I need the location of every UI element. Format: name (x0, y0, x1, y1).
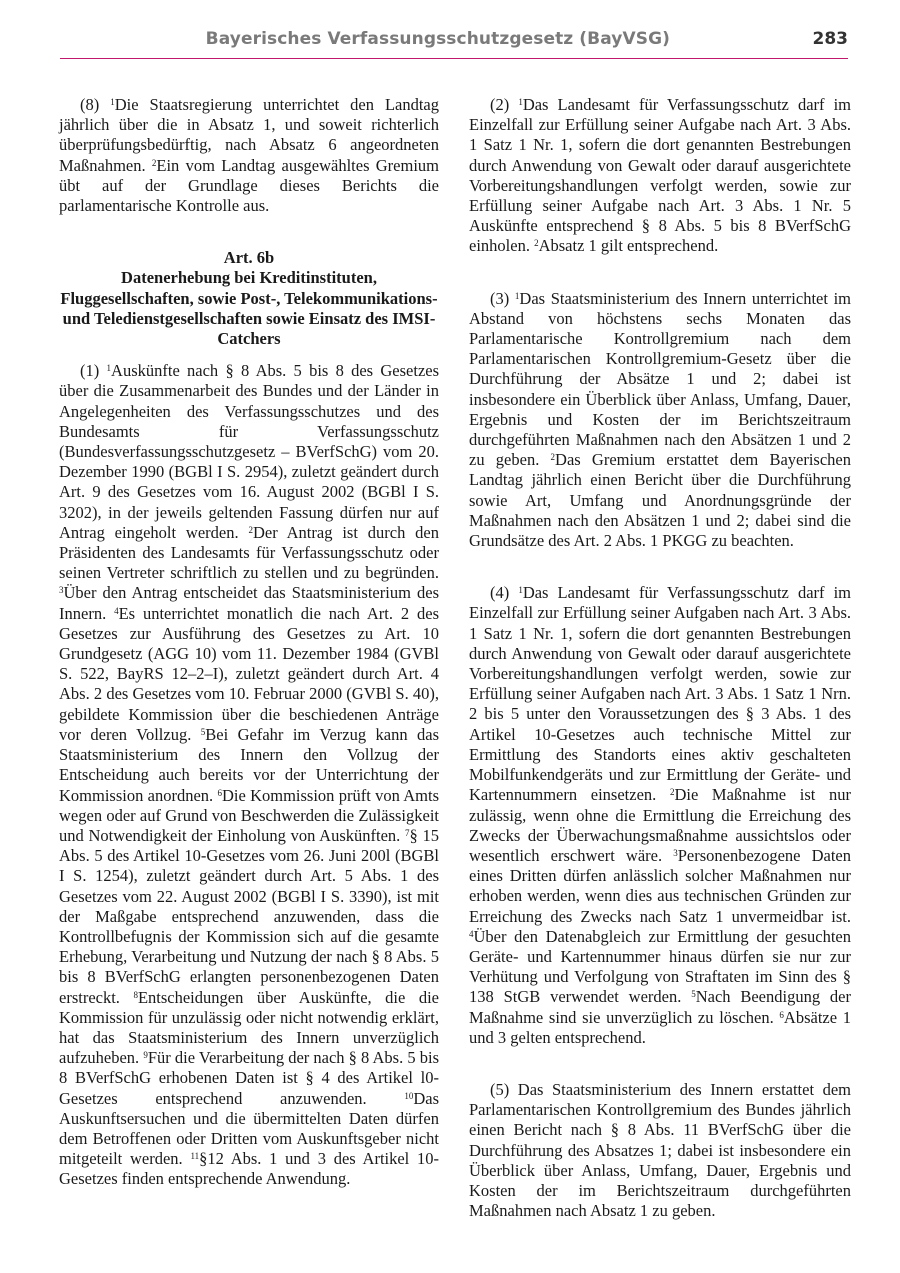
paragraph-number: (3) (490, 288, 510, 308)
sentence: Über den Datenabgleich zur Ermittlung der gesuchten Geräte- und Kartennummer hinaus dürfen sie nur zur Verhütung und Verfolgung von Straftaten im Sinn des § 138 StGB verwendet werden. (469, 926, 851, 1007)
sentence: Die Kommission prüft von Amts wegen oder auf Grund von Beschwerden die Zulässigkeit und Notwendigkeit der Einholung von Auskünften. (59, 785, 439, 845)
article-heading (59, 248, 439, 349)
paragraph-2: (2) $^1$Das Landesamt für Verfassungsschutz darf im Einzelfall zur Erfüllung seiner Aufgabe nach Art. 3 Abs. 1 Satz 1 Nr. 1, sofern die dort genannten Bestrebungen durch Anwendung von Gewalt oder darauf ausgerichtete Vorbereitungshandlungen verfolgt werden, sowie zur Erfüllung seiner Aufgabe nach Art. 3 Abs. 1 Nr. 5 Auskünfte entsprechend § 8 Abs. 5 bis 8 BVerfSchG einholen. $^2$Absatz 1 gilt entsprechend. (469, 95, 851, 256)
paragraph-5 (469, 1080, 851, 1221)
paragraph-number: (1) (80, 361, 100, 381)
paragraph-4: (4) $^1$Das Landesamt für Verfassungsschutz darf im Einzelfall zur Erfüllung seiner Aufgaben nach Art. 3 Abs. 1 Satz 1 Nr. 1, sofern die dort genannten Bestrebungen durch Anwendung von Gewalt oder darauf ausgerichtete Vorbereitungshandlungen verfolgt werden, sowie zur Erfüllung seiner Aufgaben nach Art. 3 Abs. 1 Satz 1 Nrn. 2 bis 5 unter den Voraussetzungen des § 3 Abs. 1 des Artikel 10-Gesetzes auch technische Mittel zur Ermittlung des Standorts eines aktiv geschalteten Mobilfunkendgeräts und zur Ermittlung der Geräte- und Kartennummern einsetzen. $^2$Die Maßnahme ist nur zulässig, wenn ohne die Ermittlung die Erreichung des Zwecks der Überwachungsmaßnahme aussichtslos oder wesentlich erschwert wäre. $^3$Personenbezogene Daten eines Dritten dürfen anlässlich solcher Maßnahmen nur erhoben werden, wenn dies aus technischen Gründen zur Erreichung des Zwecks nach Satz 1 unvermeidbar ist. $^4$Über den Datenabgleich zur Ermittlung der gesuchten Geräte- und Kartennummer hinaus dürfen sie nur zur Verhütung und Verfolgung von Straftaten im Sinn des § 138 StGB verwendet werden. $^5$Nach Beendigung der Maßnahme sind sie unverzüglich zu löschen. $^6$Absätze 1 und 3 gelten entsprechend. (469, 583, 852, 1047)
sentence: Über den Antrag entscheidet das Staatsministerium des Innern. (59, 583, 439, 623)
sentence: Das Auskunftsersuchen und die übermittelten Daten dürfen dem Betroffenen oder Dritten vom Auskunftsgeber nicht mitgeteilt werden. (59, 1088, 439, 1169)
sentence: Die Maßnahme ist nur zulässig, wenn ohne die Ermittlung die Erreichung des Zwecks der Überwachungsmaßnahme aussichtslos oder wesentlich erschwert wäre. (469, 785, 852, 865)
sentence: Das Staatsministerium des Innern unterrichtet im Abstand von höchstens sechs Monaten das Parlamentarische Kontrollgremium nach dem Parlamentarischen Kontrollgremium-Gesetz über die Durchführung der Absätze 1 und 2; dabei ist insbesondere ein Überblick über Anlass, Umfang, Dauer, Ergebnis und Kosten der im Berichtszeitraum durchgeführten Maßnahmen nach den Absätzen 1 und 2 zu geben. (469, 288, 852, 470)
paragraph-number: (8) (80, 95, 100, 114)
sentence: Absatz 1 gilt entsprechend. (538, 236, 719, 256)
sentence: Der Antrag ist durch den Präsidenten des Landesamts für Verfassungsschutz oder seinen Vertreter schriftlich zu stellen und zu begründen. (59, 522, 440, 583)
sentence: Ein vom Landtag ausgewähltes Gremium übt auf der Grundlage dieses Berichts die parlamentarische Kontrolle aus. (59, 155, 440, 216)
sentence: §12 Abs. 1 und 3 des Artikel 10-Gesetzes finden entsprechende Anwendung. (59, 1149, 440, 1189)
right-column (469, 95, 851, 1221)
paragraph-8: (8) $^1$Die Staatsregierung unterrichtet den Landtag jährlich über die in Absatz 1, und soweit richterlich überprüfungsbedürftig, nach Absatz 6 angeordneten Maßnahmen. $^2$Ein vom Landtag ausgewähltes Gremium übt auf der Grundlage dieses Berichts die parlamentarische Kontrolle aus. (59, 95, 440, 216)
sentence: Auskünfte nach § 8 Abs. 5 bis 8 des Gesetzes über die Zusammenarbeit des Bundes und der Länder in Angelegenheiten des Verfassungsschutzes und des Bundesamts für Verfassungsschutz (Bundesverfassungsschutzgesetz – BVerfSchG) vom 20. Dezember 1990 (BGBl I S. 2954), zuletzt geändert durch Art. 9 des Gesetzes vom 16. August 2002 (BGBl I S. 3202), in der jeweils geltenden Fassung dürfen nur auf Antrag eingeholt werden. (59, 361, 440, 542)
sentence: Bei Gefahr im Verzug kann das Staatsministerium des Innern den Vollzug der Entscheidung auch bereits vor der Unterrichtung der Kommission anordnen. (59, 724, 439, 805)
paragraph-3: (3) $^1$Das Staatsministerium des Innern unterrichtet im Abstand von höchstens sechs Monaten das Parlamentarische Kontrollgremium nach dem Parlamentarischen Kontrollgremium-Gesetz über die Durchführung der Absätze 1 und 2; dabei ist insbesondere ein Überblick über Anlass, Umfang, Dauer, Ergebnis und Kosten der im Berichtszeitraum durchgeführten Maßnahmen nach den Absätzen 1 und 2 zu geben. $^2$Das Gremium erstattet dem Bayerischen Landtag jährlich einen Bericht über die Durchführung sowie Art, Umfang und Anordnungsgründe der Maßnahmen nach den Absätzen 1 und 2; dabei sind die Grundsätze des Art. 2 Abs. 1 PKGG zu beachten. (469, 288, 852, 551)
left-column (59, 95, 439, 1190)
sentence: Es unterrichtet monatlich die nach Art. 2 des Gesetzes zur Ausführung des Gesetzes zu Art. 10 Grundgesetz (AGG 10) vom 11. Dezember 1984 (GVBl S. 522, BayRS 12–2–I), zuletzt geändert durch Art. 4 Abs. 2 des Gesetzes vom 10. Februar 2000 (GVBl S. 40), gebildete Kommission über die beschiedenen Anträge vor deren Vollzug. (59, 603, 439, 744)
sentence: Entscheidungen über Auskünfte, die die Kommission für unzulässig oder nicht notwendig erklärt, hat das Staatsministerium des Innern unverzüglich aufzuheben. (59, 987, 439, 1068)
sentence: Personenbezogene Daten eines Dritten dürfen anlässlich solcher Maßnahmen nur erhoben werden, wenn dies aus technischen Gründen zur Erreichung des Zwecks nach Satz 1 unvermeidbar ist. (469, 845, 851, 926)
sentence: Das Staatsministerium des Innern erstattet dem Parlamentarischen Kontrollgremium des Bundes jährlich einen Bericht nach § 8 Abs. 11 BVerfSchG über die Durchführung des Absatzes 1; dabei ist insbesondere ein Überblick über Anlass, Umfang, Dauer, Ergebnis und Kosten der im Berichtszeitraum durchgeführten Maßnahmen nach Absatz 1 zu geben. (469, 1079, 851, 1221)
sentence: Das Landesamt für Verfassungsschutz darf im Einzelfall zur Erfüllung seiner Aufgaben nach Art. 3 Abs. 1 Satz 1 Nr. 1, sofern die dort genannten Bestrebungen durch Anwendung von Gewalt oder darauf ausgerichtete Vorbereitungshandlungen verfolgt werden, sowie zur Erfüllung seiner Aufgaben nach Art. 3 Abs. 1 Satz 1 Nrn. 2 bis 5 unter den Voraussetzungen des § 3 Abs. 1 des Artikel 10-Gesetzes auch technische Mittel zur Ermittlung des Standorts eines aktiv geschalteten Mobilfunkendgeräts und zur Ermittlung der Geräte- und Kartennummern einsetzen. (469, 583, 851, 805)
sentence: Das Landesamt für Verfassungsschutz darf im Einzelfall zur Erfüllung seiner Aufgabe nach Art. 3 Abs. 1 Satz 1 Nr. 1, sofern die dort genannten Bestrebungen durch Anwendung von Gewalt oder darauf ausgerichtete Vorbereitungshandlungen verfolgt werden, sowie zur Erfüllung seiner Aufgabe nach Art. 3 Abs. 1 Nr. 5 Auskünfte entsprechend § 8 Abs. 5 bis 8 BVerfSchG einholen. (469, 95, 851, 256)
header-title: Bayerisches Verfassungsschutzgesetz (BayVSG) (205, 29, 670, 49)
paragraph-number: (4) (490, 583, 510, 603)
sentence: § 15 Abs. 5 des Artikel 10-Gesetzes vom 26. Juni 200l (BGBl I S. 1254), zuletzt geändert durch Art. 5 Abs. 1 des Gesetzes vom 22. August 2002 (BGBl I S. 3390), ist mit der Maßgabe entsprechend anzuwenden, dass die Kontrollbefugnis der Kommission sich auf die gesamte Erhebung, Verarbeitung und Nutzung der nach § 8 Abs. 5 bis 8 BVerfSchG erlangten personenbezogenen Daten erstreckt. (59, 825, 440, 1007)
paragraph-number: (5) (490, 1079, 510, 1099)
page-number: 283 (812, 29, 848, 49)
sentence: Nach Beendigung der Maßnahme sind sie unverzüglich zu löschen. (469, 987, 851, 1027)
running-header (60, 28, 848, 59)
sentence: Für die Verarbeitung der nach § 8 Abs. 5 bis 8 BVerfSchG erhobenen Daten ist § 4 des Artikel l0-Gesetzes entsprechend anzuwenden. (59, 1048, 439, 1108)
sentence: Absätze 1 und 3 gelten entsprechend. (469, 1007, 851, 1047)
article-number: Art. 6b (223, 248, 275, 268)
paragraph-number: (2) (490, 95, 510, 114)
sentence: Die Staatsregierung unterrichtet den Landtag jährlich über die in Absatz 1, und soweit richterlich überprüfungsbedürftig, nach Absatz 6 angeordneten Maßnahmen. (59, 95, 440, 175)
sentence: Das Gremium erstattet dem Bayerischen Landtag jährlich einen Bericht über die Durchführung sowie Art, Umfang und Anordnungsgründe der Maßnahmen nach den Absätzen 1 und 2; dabei sind die Grundsätze des Art. 2 Abs. 1 PKGG zu beachten. (469, 450, 851, 551)
paragraph-1: (1) $^1$Auskünfte nach § 8 Abs. 5 bis 8 des Gesetzes über die Zusammenarbeit des Bundes und der Länder in Angelegenheiten des Verfassungsschutzes und des Bundesamts für Verfassungsschutz (Bundesverfassungsschutzgesetz – BVerfSchG) vom 20. Dezember 1990 (BGBl I S. 2954), zuletzt geändert durch Art. 9 des Gesetzes vom 16. August 2002 (BGBl I S. 3202), in der jeweils geltenden Fassung dürfen nur auf Antrag eingeholt werden. $^2$Der Antrag ist durch den Präsidenten des Landesamts für Verfassungsschutz oder seinen Vertreter schriftlich zu stellen und zu begründen. $^3$Über den Antrag entscheidet das Staatsministerium des Innern. $^4$Es unterrichtet monatlich die nach Art. 2 des Gesetzes zur Ausführung des Gesetzes zu Art. 10 Grundgesetz (AGG 10) vom 11. Dezember 1984 (GVBl S. 522, BayRS 12–2–I), zuletzt geändert durch Art. 4 Abs. 2 des Gesetzes vom 10. Februar 2000 (GVBl S. 40), gebildete Kommission über die beschiedenen Anträge vor deren Vollzug. $^5$Bei Gefahr im Verzug kann das Staatsministerium des Innern den Vollzug der Entscheidung auch bereits vor der Unterrichtung der Kommission anordnen. $^6$Die Kommission prüft von Amts wegen oder auf Grund von Beschwerden die Zulässigkeit und Notwendigkeit der Einholung von Auskünften. $^7$§ 15 Abs. 5 des Artikel 10-Gesetzes vom 26. Juni 200l (BGBl I S. 1254), zuletzt geändert durch Art. 5 Abs. 1 des Gesetzes vom 22. August 2002 (BGBl I S. 3390), ist mit der Maßgabe entsprechend anzuwenden, dass die Kontrollbefugnis der Kommission sich auf die gesamte Erhebung, Verarbeitung und Nutzung der nach § 8 Abs. 5 bis 8 BVerfSchG erlangten personenbezogenen Daten erstreckt. $^8$Entscheidungen über Auskünfte, die die Kommission für unzulässig oder nicht notwendig erklärt, hat das Staatsministerium des Innern unverzüglich aufzuheben. $^9$Für die Verarbeitung der nach § 8 Abs. 5 bis 8 BVerfSchG erhobenen Daten ist § 4 des Artikel l0-Gesetzes entsprechend anzuwenden. $^{10}$Das Auskunftsersuchen und die übermittelten Daten dürfen dem Betroffenen oder Dritten vom Auskunftsgeber nicht mitgeteilt werden. $^{11}$§12 Abs. 1 und 3 des Artikel 10-Gesetzes finden entsprechende Anwendung. (59, 361, 440, 1189)
article-title: Datenerhebung bei Kreditinstituten, Fluggesellschaften, sowie Post-, Telekommunikations- und Teledienstgesellschaften sowie Einsatz des IMSI-Catchers (60, 268, 438, 349)
